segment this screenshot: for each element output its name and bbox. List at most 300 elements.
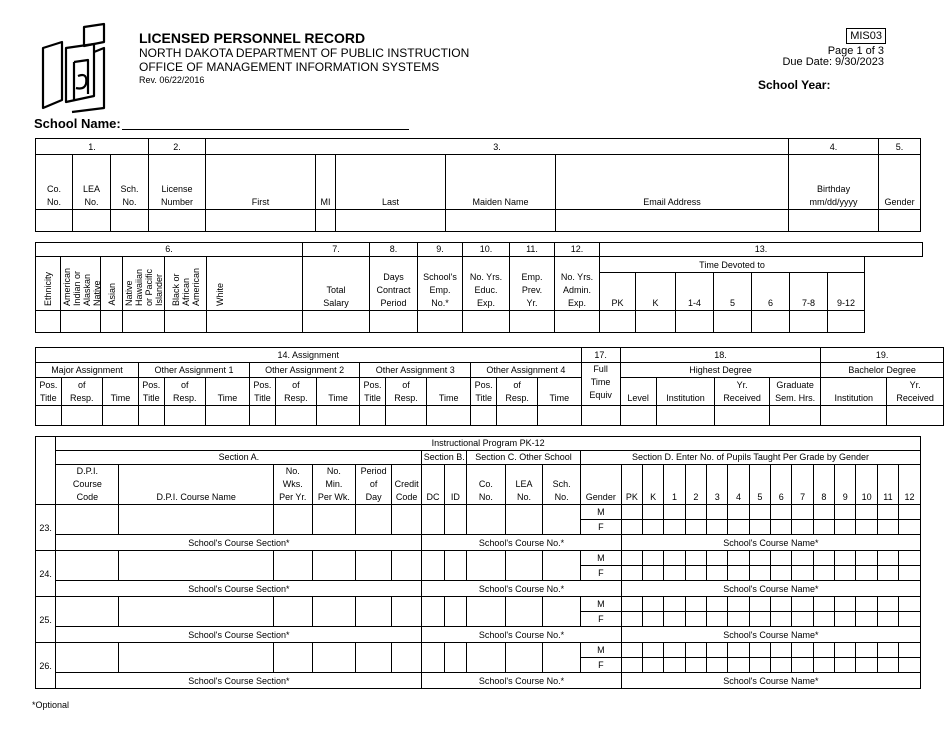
weeks-per-year-field[interactable] [273, 597, 312, 627]
pupil-count-field[interactable] [792, 658, 813, 673]
pupil-count-field[interactable] [749, 643, 770, 658]
other-county-field[interactable] [467, 505, 506, 535]
grade-11-header: 11 [877, 465, 898, 505]
pupil-count-field[interactable] [728, 612, 749, 627]
pupil-count-field[interactable] [771, 551, 792, 566]
pupil-count-field[interactable] [813, 597, 834, 612]
dpi-course-name-field[interactable] [119, 505, 274, 535]
pupil-count-field[interactable] [835, 643, 856, 658]
pupil-count-field[interactable] [643, 566, 664, 581]
pupil-count-field[interactable] [685, 658, 706, 673]
time-9-12-field[interactable] [828, 311, 865, 333]
pupil-count-field[interactable] [749, 597, 770, 612]
ndpi-book-logo-icon [38, 22, 108, 114]
assignment-header: 14. Assignment [36, 348, 582, 363]
dpi-course-code-field[interactable] [56, 505, 119, 535]
pupil-count-field[interactable] [728, 597, 749, 612]
grade-1-header: 1 [664, 465, 685, 505]
native-hawaiian-header: Native Hawaiian or Pacific Islander [123, 257, 165, 311]
pupil-count-field[interactable] [899, 643, 921, 658]
course-row-number: 24. [36, 551, 56, 581]
course-row-number: 25. [36, 597, 56, 627]
pupil-count-field[interactable] [877, 658, 898, 673]
weeks-per-year-field[interactable] [273, 643, 312, 673]
pupil-count-field[interactable] [664, 520, 685, 535]
pupil-count-field[interactable] [813, 612, 834, 627]
minutes-per-week-header: No. Min. Per Wk. [312, 465, 356, 505]
oa2-time-header: Time [316, 378, 359, 406]
pupil-count-field[interactable] [835, 566, 856, 581]
department-name: NORTH DAKOTA DEPARTMENT OF PUBLIC INSTRUCTION [139, 46, 470, 60]
pupil-count-field[interactable] [792, 612, 813, 627]
assignment-field[interactable] [205, 406, 249, 426]
pupil-count-field[interactable] [685, 597, 706, 612]
section-b-header: Section B. [422, 451, 467, 465]
school-year-label: School Year: [758, 78, 831, 92]
grade-8-header: 8 [813, 465, 834, 505]
pupil-count-field[interactable] [707, 551, 728, 566]
pupil-count-field[interactable] [664, 658, 685, 673]
assignment-field[interactable] [538, 406, 581, 426]
field-number-3: 3. [206, 139, 789, 155]
pupil-count-field[interactable] [856, 505, 877, 520]
oa3-time-header: Time [427, 378, 471, 406]
pupil-count-field[interactable] [856, 612, 877, 627]
time-7-8-header: 7-8 [790, 273, 828, 311]
prev-year-employment-header: Emp. Prev. Yr. [510, 257, 555, 311]
pupil-count-field[interactable] [771, 505, 792, 520]
pupil-count-field[interactable] [835, 658, 856, 673]
minutes-per-week-field[interactable] [312, 551, 356, 581]
pupil-count-field[interactable] [813, 658, 834, 673]
pupil-count-field[interactable] [856, 658, 877, 673]
field-number-1: 1. [36, 139, 149, 155]
course-number-field[interactable]: School's Course No.* [422, 627, 621, 643]
field-number-10: 10. [463, 243, 510, 257]
pupil-count-field[interactable] [813, 643, 834, 658]
pupil-count-field[interactable] [899, 551, 921, 566]
american-indian-field[interactable] [61, 311, 101, 333]
graduate-hours-field[interactable] [769, 406, 820, 426]
weeks-per-year-field[interactable] [273, 505, 312, 535]
credit-code-field[interactable] [391, 551, 422, 581]
pupil-count-field[interactable] [621, 643, 642, 658]
dpi-course-name-field[interactable] [119, 597, 274, 627]
major-resp-header: of Resp. [61, 378, 102, 406]
dc-header: DC [422, 465, 444, 505]
pupil-count-field[interactable] [643, 597, 664, 612]
employment-info-table [35, 242, 923, 333]
pupil-count-field[interactable] [664, 597, 685, 612]
pupil-count-field[interactable] [621, 551, 642, 566]
pupil-count-field[interactable] [643, 643, 664, 658]
pupil-count-field[interactable] [621, 612, 642, 627]
highest-level-field[interactable] [620, 406, 656, 426]
pupil-count-field[interactable] [728, 566, 749, 581]
grade-12-header: 12 [899, 465, 921, 505]
oa2-resp-header: of Resp. [275, 378, 316, 406]
oa1-time-header: Time [205, 378, 249, 406]
pupil-count-field[interactable] [749, 505, 770, 520]
last-name-field[interactable] [336, 210, 446, 232]
course-number-field[interactable]: School's Course No.* [422, 535, 621, 551]
pupil-count-field[interactable] [685, 566, 706, 581]
other-assignment-2-header: Other Assignment 2 [250, 363, 360, 378]
middle-initial-field[interactable] [316, 210, 336, 232]
field-number-12: 12. [555, 243, 600, 257]
pupil-count-field[interactable] [685, 520, 706, 535]
id-field[interactable] [444, 505, 466, 535]
fte-field[interactable] [581, 406, 620, 426]
field-number-4: 4. [789, 139, 879, 155]
pupil-count-field[interactable] [856, 597, 877, 612]
time-k-header: K [636, 273, 676, 311]
field-number-9: 9. [418, 243, 463, 257]
pupil-count-field[interactable] [877, 612, 898, 627]
native-hawaiian-field[interactable] [123, 311, 165, 333]
pupil-count-field[interactable] [621, 520, 642, 535]
course-section-field[interactable]: School's Course Section* [56, 535, 422, 551]
pupil-count-field[interactable] [813, 505, 834, 520]
pupil-count-field[interactable] [771, 658, 792, 673]
pupil-count-field[interactable] [877, 566, 898, 581]
pupil-count-field[interactable] [792, 643, 813, 658]
assignment-field[interactable] [497, 406, 538, 426]
pupil-count-field[interactable] [643, 612, 664, 627]
pupil-count-field[interactable] [728, 505, 749, 520]
pupil-count-field[interactable] [792, 505, 813, 520]
pupil-count-field[interactable] [749, 612, 770, 627]
pupil-count-field[interactable] [792, 566, 813, 581]
pupil-count-field[interactable] [899, 612, 921, 627]
total-salary-field[interactable] [303, 311, 370, 333]
id-field[interactable] [444, 643, 466, 673]
major-time-header: Time [102, 378, 138, 406]
pupil-count-field[interactable] [877, 551, 898, 566]
pupil-count-field[interactable] [621, 658, 642, 673]
pupil-count-field[interactable] [813, 520, 834, 535]
dpi-course-code-field[interactable] [56, 597, 119, 627]
field-number-11: 11. [510, 243, 555, 257]
time-pk-field[interactable] [600, 311, 636, 333]
pupil-count-field[interactable] [877, 597, 898, 612]
first-name-field[interactable] [206, 210, 316, 232]
due-date: Due Date: 9/30/2023 [782, 56, 884, 68]
time-5-field[interactable] [714, 311, 752, 333]
pupil-count-field[interactable] [707, 643, 728, 658]
other-lea-field[interactable] [505, 551, 543, 581]
other-school-field[interactable] [543, 505, 581, 535]
credit-code-field[interactable] [391, 643, 422, 673]
admin-experience-header: No. Yrs. Admin. Exp. [555, 257, 600, 311]
assignment-field[interactable] [427, 406, 471, 426]
pupil-count-field[interactable] [771, 612, 792, 627]
dc-field[interactable] [422, 505, 444, 535]
prev-year-employment-field[interactable] [510, 311, 555, 333]
pupil-count-field[interactable] [728, 551, 749, 566]
employee-number-field[interactable] [418, 311, 463, 333]
other-school-field[interactable] [543, 597, 581, 627]
pupil-count-field[interactable] [771, 520, 792, 535]
pupil-count-field[interactable] [728, 658, 749, 673]
pupil-count-field[interactable] [643, 551, 664, 566]
assignment-field[interactable] [360, 406, 386, 426]
assignment-field[interactable] [61, 406, 102, 426]
pupil-count-field[interactable] [856, 520, 877, 535]
course-name-field[interactable]: School's Course Name* [621, 581, 920, 597]
pupil-count-field[interactable] [707, 612, 728, 627]
birthday-field[interactable] [789, 210, 879, 232]
assignment-field[interactable] [102, 406, 138, 426]
pupil-count-field[interactable] [685, 612, 706, 627]
county-number-field[interactable] [36, 210, 73, 232]
pupil-count-field[interactable] [685, 643, 706, 658]
gender-header: Gender [879, 155, 921, 210]
course-section-field[interactable]: School's Course Section* [56, 673, 422, 689]
educ-experience-field[interactable] [463, 311, 510, 333]
pupil-count-field[interactable] [707, 520, 728, 535]
other-school-header: Sch. No. [543, 465, 581, 505]
maiden-name-field[interactable] [446, 210, 556, 232]
pupil-count-field[interactable] [835, 551, 856, 566]
dpi-course-code-header: D.P.I. Course Code [56, 465, 119, 505]
assignment-field[interactable] [36, 406, 62, 426]
email-field[interactable] [556, 210, 789, 232]
other-lea-field[interactable] [505, 643, 543, 673]
license-number-field[interactable] [149, 210, 206, 232]
time-1-4-field[interactable] [676, 311, 714, 333]
pupil-count-field[interactable] [664, 612, 685, 627]
pupil-count-field[interactable] [877, 643, 898, 658]
pupil-count-field[interactable] [728, 643, 749, 658]
course-row-number [36, 673, 56, 689]
bachelor-yr-received-header: Yr. Received [887, 378, 944, 406]
pupil-count-field[interactable] [813, 566, 834, 581]
school-number-header: Sch. No. [111, 155, 149, 210]
other-lea-header: LEA No. [505, 465, 543, 505]
dpi-course-name-field[interactable] [119, 551, 274, 581]
pupil-count-field[interactable] [643, 520, 664, 535]
grade-5-header: 5 [749, 465, 770, 505]
other-county-field[interactable] [467, 551, 506, 581]
pupil-count-field[interactable] [728, 520, 749, 535]
bachelor-degree-header: Bachelor Degree [821, 363, 944, 378]
dpi-course-code-field[interactable] [56, 643, 119, 673]
pupil-count-field[interactable] [835, 612, 856, 627]
assignment-field[interactable] [316, 406, 359, 426]
white-field[interactable] [207, 311, 303, 333]
personal-info-table [35, 138, 921, 232]
oa3-resp-header: of Resp. [385, 378, 426, 406]
pupil-count-field[interactable] [877, 520, 898, 535]
black-header: Black or African American [165, 257, 207, 311]
ethnicity-field[interactable] [36, 311, 61, 333]
admin-experience-field[interactable] [555, 311, 600, 333]
pupil-count-field[interactable] [621, 597, 642, 612]
pupil-count-field[interactable] [835, 597, 856, 612]
pupil-count-field[interactable] [707, 658, 728, 673]
bachelor-institution-header: Institution [821, 378, 887, 406]
row-number-column [36, 451, 56, 465]
highest-yr-field[interactable] [715, 406, 770, 426]
dc-field[interactable] [422, 643, 444, 673]
gender-field[interactable] [879, 210, 921, 232]
pupil-count-field[interactable] [685, 551, 706, 566]
pupil-count-field[interactable] [664, 551, 685, 566]
page-number: Page 1 of 3 [827, 45, 884, 57]
pupil-count-field[interactable] [707, 566, 728, 581]
pupil-count-field[interactable] [749, 551, 770, 566]
id-field[interactable] [444, 551, 466, 581]
last-name-header: Last [336, 155, 446, 210]
black-field[interactable] [165, 311, 207, 333]
course-name-field[interactable]: School's Course Name* [621, 535, 920, 551]
minutes-per-week-field[interactable] [312, 505, 356, 535]
pupil-count-field[interactable] [813, 551, 834, 566]
dpi-course-code-field[interactable] [56, 551, 119, 581]
field-number-8: 8. [370, 243, 418, 257]
pupil-count-field[interactable] [685, 505, 706, 520]
pupil-count-field[interactable] [621, 505, 642, 520]
dc-field[interactable] [422, 597, 444, 627]
dpi-course-name-header: D.P.I. Course Name [119, 465, 274, 505]
other-county-field[interactable] [467, 643, 506, 673]
assignment-field[interactable] [385, 406, 426, 426]
pupil-count-field[interactable] [877, 505, 898, 520]
grade-3-header: 3 [707, 465, 728, 505]
id-field[interactable] [444, 597, 466, 627]
pupil-count-field[interactable] [771, 643, 792, 658]
pupil-count-field[interactable] [707, 505, 728, 520]
course-section-field[interactable]: School's Course Section* [56, 627, 422, 643]
pupil-count-field[interactable] [664, 643, 685, 658]
section-d-header: Section D. Enter No. of Pupils Taught Per Grade by Gender [580, 451, 920, 465]
pupil-count-field[interactable] [771, 597, 792, 612]
pupil-count-field[interactable] [835, 505, 856, 520]
credit-code-header: Credit Code [391, 465, 422, 505]
credit-code-field[interactable] [391, 505, 422, 535]
pupil-count-field[interactable] [856, 551, 877, 566]
other-lea-field[interactable] [505, 597, 543, 627]
weeks-per-year-field[interactable] [273, 551, 312, 581]
other-assignment-4-header: Other Assignment 4 [471, 363, 581, 378]
lea-number-field[interactable] [73, 210, 111, 232]
assignment-field[interactable] [275, 406, 316, 426]
period-of-day-field[interactable] [356, 505, 392, 535]
revision-date: Rev. 06/22/2016 [139, 75, 205, 85]
time-7-8-field[interactable] [790, 311, 828, 333]
period-of-day-field[interactable] [356, 643, 392, 673]
assignment-field[interactable] [250, 406, 276, 426]
field-number-17: 17. [581, 348, 620, 363]
pupil-count-field[interactable] [664, 505, 685, 520]
pupil-count-field[interactable] [835, 520, 856, 535]
course-row-number: 26. [36, 643, 56, 673]
course-number-field[interactable]: School's Course No.* [422, 581, 621, 597]
pupil-count-field[interactable] [792, 597, 813, 612]
course-name-field[interactable]: School's Course Name* [621, 673, 920, 689]
course-row-number: 23. [36, 505, 56, 535]
pupil-count-field[interactable] [792, 551, 813, 566]
assignment-field[interactable] [471, 406, 497, 426]
pupil-count-field[interactable] [792, 520, 813, 535]
grade-7-header: 7 [792, 465, 813, 505]
bachelor-yr-field[interactable] [887, 406, 944, 426]
pupil-count-field[interactable] [899, 597, 921, 612]
course-name-field[interactable]: School's Course Name* [621, 627, 920, 643]
bachelor-institution-field[interactable] [821, 406, 887, 426]
minutes-per-week-field[interactable] [312, 597, 356, 627]
pupil-count-field[interactable] [643, 658, 664, 673]
school-name-field[interactable] [122, 129, 409, 130]
pupil-count-field[interactable] [621, 566, 642, 581]
major-assignment-header: Major Assignment [36, 363, 139, 378]
pupil-count-field[interactable] [899, 520, 921, 535]
gender-male-label: M [580, 505, 621, 520]
pupil-count-field[interactable] [749, 658, 770, 673]
school-name-label: School Name: [34, 116, 121, 131]
grade-4-header: 4 [728, 465, 749, 505]
time-9-12-header: 9-12 [828, 273, 865, 311]
optional-footnote: *Optional [32, 700, 70, 710]
dpi-course-name-field[interactable] [119, 643, 274, 673]
asian-field[interactable] [101, 311, 123, 333]
pupil-count-field[interactable] [664, 566, 685, 581]
pupil-count-field[interactable] [643, 505, 664, 520]
pupil-count-field[interactable] [899, 505, 921, 520]
period-of-day-field[interactable] [356, 597, 392, 627]
field-number-6: 6. [36, 243, 303, 257]
pupil-count-field[interactable] [899, 658, 921, 673]
contract-days-field[interactable] [370, 311, 418, 333]
pupil-count-field[interactable] [899, 566, 921, 581]
total-salary-header: Total Salary [303, 257, 370, 311]
course-number-field[interactable]: School's Course No.* [422, 673, 621, 689]
other-county-field[interactable] [467, 597, 506, 627]
time-k-field[interactable] [636, 311, 676, 333]
time-devoted-header: Time Devoted to [600, 257, 865, 273]
pupil-count-field[interactable] [856, 643, 877, 658]
oa1-pos-title-header: Pos. Title [138, 378, 164, 406]
minutes-per-week-field[interactable] [312, 643, 356, 673]
period-of-day-field[interactable] [356, 551, 392, 581]
school-number-field[interactable] [111, 210, 149, 232]
assignment-field[interactable] [164, 406, 205, 426]
other-school-field[interactable] [543, 551, 581, 581]
graduate-hours-header: Graduate Sem. Hrs. [769, 378, 820, 406]
assignment-field[interactable] [138, 406, 164, 426]
credit-code-field[interactable] [391, 597, 422, 627]
gender-male-label: M [580, 643, 621, 658]
pupil-count-field[interactable] [749, 520, 770, 535]
other-school-field[interactable] [543, 643, 581, 673]
first-name-header: First [206, 155, 316, 210]
american-indian-header: American Indian or Alaskan Native [61, 257, 101, 311]
pupil-count-field[interactable] [707, 597, 728, 612]
section-a-header: Section A. [56, 451, 422, 465]
other-lea-field[interactable] [505, 505, 543, 535]
pupil-count-field[interactable] [749, 566, 770, 581]
pupil-count-field[interactable] [856, 566, 877, 581]
course-section-field[interactable]: School's Course Section* [56, 581, 422, 597]
time-1-4-header: 1-4 [676, 273, 714, 311]
dc-field[interactable] [422, 551, 444, 581]
time-6-header: 6 [752, 273, 790, 311]
pupil-count-field[interactable] [771, 566, 792, 581]
time-6-field[interactable] [752, 311, 790, 333]
field-number-5: 5. [879, 139, 921, 155]
highest-institution-field[interactable] [656, 406, 715, 426]
